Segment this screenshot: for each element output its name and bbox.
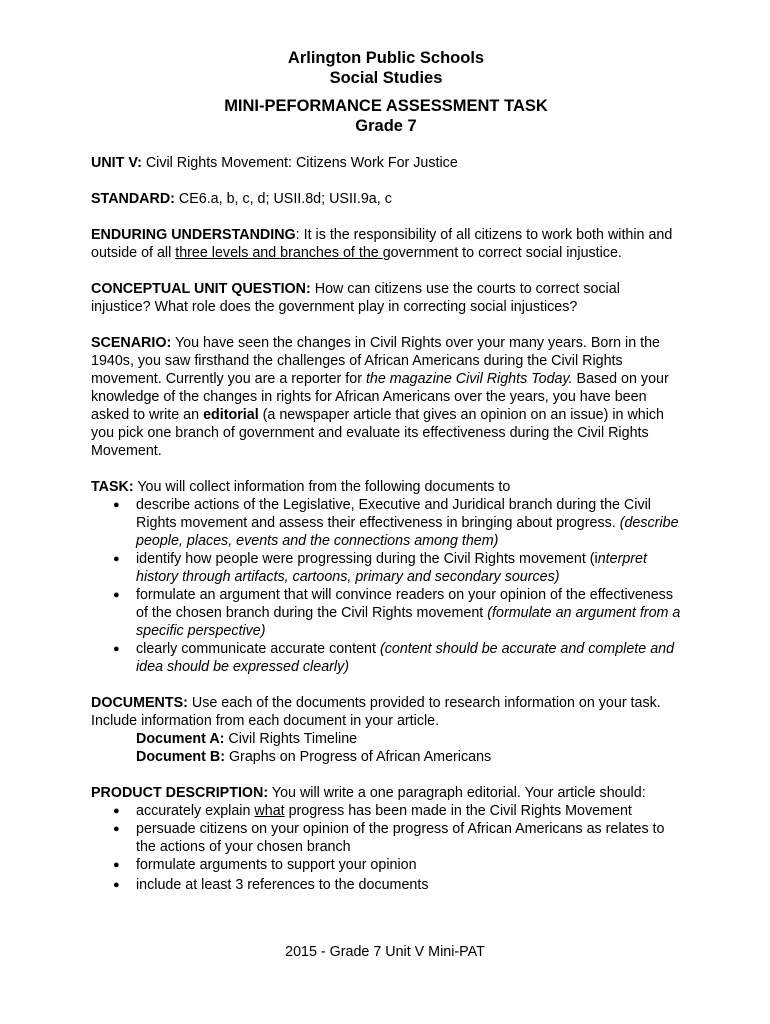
standard-label: STANDARD: [91, 191, 175, 207]
product-item [136, 856, 681, 874]
enduring-label: ENDURING UNDERSTANDING [91, 227, 296, 243]
task-item-note: (formulate an argument from a specific perspective) [136, 605, 681, 639]
enduring-underlined: three levels and branches of the [175, 245, 383, 261]
documents-label: DOCUMENTS: [91, 695, 188, 711]
enduring-text-1: : It is the responsibility of all citizens to work both within and outside of all [91, 227, 673, 261]
unit-line [91, 154, 681, 172]
scenario-editorial: editorial [203, 407, 259, 423]
product-item-text: formulate arguments to support your opinion [136, 857, 417, 873]
product-label: PRODUCT DESCRIPTION: [91, 785, 269, 801]
document-a-text: Civil Rights Timeline [224, 731, 358, 747]
task-item [136, 586, 681, 640]
unit-label: UNIT V: [91, 155, 142, 171]
task-label: TASK: [91, 479, 134, 495]
document-b [91, 748, 681, 766]
product-item [136, 802, 681, 820]
task-item-note: (content should be accurate and complete and idea should be expressed clearly) [136, 641, 675, 675]
scenario-magazine: the magazine Civil Rights Today. [365, 371, 573, 387]
task-title: MINI-PEFORMANCE ASSESSMENT TASK [224, 97, 548, 115]
scenario-label: SCENARIO: [91, 335, 172, 351]
task-section [91, 478, 681, 676]
document-a [91, 730, 681, 748]
document-content [91, 48, 681, 894]
document-b-label: Document B: [136, 749, 225, 765]
task-item [136, 550, 681, 586]
standard-text: CE6.a, b, c, d; USII.8d; USII.9a, c [174, 191, 392, 207]
conceptual-label: CONCEPTUAL UNIT QUESTION: [91, 281, 311, 297]
product-intro [91, 784, 681, 802]
header [91, 48, 681, 136]
task-item-text: formulate an argument that will convince readers on your opinion of the effectiveness of the chosen branch during the Civil Rights movement [136, 587, 673, 621]
grade-level: Grade 7 [355, 117, 417, 135]
page-footer: 2015 - Grade 7 Unit V Mini-PAT [285, 944, 485, 960]
task-intro-line [91, 478, 681, 496]
subject: Social Studies [329, 69, 443, 87]
product-item-text: persuade citizens on your opinion of the progress of African Americans as relates to the actions of your chosen branch [136, 821, 665, 855]
task-item-note: nterpret history through artifacts, cartoons, primary and secondary sources) [136, 551, 647, 585]
product-item [136, 820, 681, 856]
product-text: You will write a one paragraph editorial. Your article should: [268, 785, 646, 801]
document-b-text: Graphs on Progress of African Americans [224, 749, 492, 765]
product-item [136, 876, 681, 894]
task-item-note: (describe people, places, events and the connections among them) [136, 515, 679, 549]
task-item [136, 640, 681, 676]
enduring-understanding [91, 226, 681, 262]
documents-section [91, 694, 681, 766]
product-item-text: accurately explain [136, 803, 255, 819]
scenario-text-3: (a newspaper article that gives an opinion on an issue) in which you pick one branch of government and evaluate its effectiveness during the Civil Rights Movement. [91, 407, 664, 459]
documents-intro [91, 694, 681, 730]
document-a-label: Document A: [136, 731, 225, 747]
scenario [91, 334, 681, 460]
enduring-text-2: government to correct social injustice. [382, 245, 622, 261]
product-item-underlined: what [254, 803, 285, 819]
scenario-text-2: Based on your knowledge of the changes in rights for African Americans over the years, you have been asked to write an [91, 371, 669, 423]
product-item-text: include at least 3 references to the documents [136, 877, 429, 893]
task-list [91, 496, 681, 676]
product-item-text: progress has been made in the Civil Rights Movement [284, 803, 632, 819]
task-item-text: describe actions of the Legislative, Executive and Juridical branch during the Civil Rights movement and assess their effectiveness in bringing about progress. [136, 497, 651, 531]
task-item-text: identify how people were progressing during the Civil Rights movement (i [136, 551, 598, 567]
scenario-text-1: You have seen the changes in Civil Rights over your many years. Born in the 1940s, you saw firsthand the challenges of African Americans during the Civil Rights movement. Currently you are a reporter for [91, 335, 660, 387]
task-item [136, 496, 681, 550]
unit-text: Civil Rights Movement: Citizens Work For Justice [141, 155, 458, 171]
task-intro: You will collect information from the following documents to [133, 479, 511, 495]
product-section [91, 784, 681, 894]
conceptual-question [91, 280, 681, 316]
conceptual-text: How can citizens use the courts to correct social injustice? What role does the government play in correcting social injustices? [91, 281, 620, 315]
school-name: Arlington Public Schools [287, 49, 485, 67]
task-item-text: clearly communicate accurate content [136, 641, 380, 657]
product-list [91, 802, 681, 894]
documents-text: Use each of the documents provided to research information on your task. Include information from each document in your article. [91, 695, 661, 729]
standard-line [91, 190, 681, 208]
